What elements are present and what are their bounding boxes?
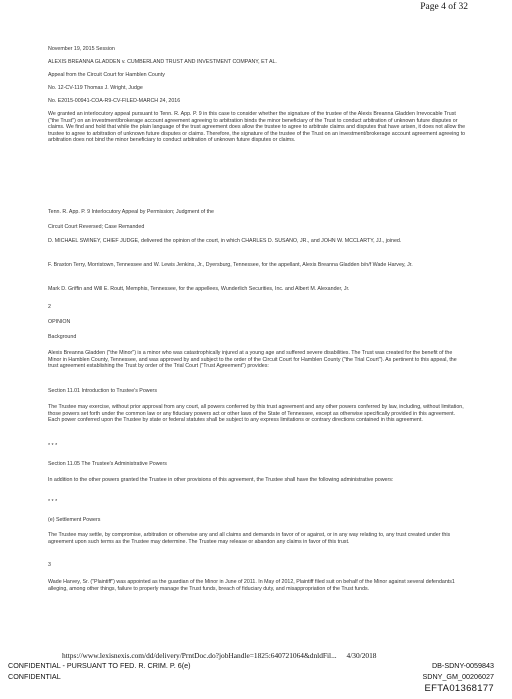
appeal-type: Tenn. R. App. P. 9 Interlocutory Appeal by Permission; Judgment of the [48,209,214,215]
opinion-author: D. MICHAEL SWINEY, CHIEF JUDGE, delivered the opinion of the court, in which CHARLES D. SUSANO, JR., and JOHN W. MCCLARTY, JJ., joined. [48,238,402,244]
appellee-counsel: Mark D. Griffin and Will E. Routt, Memphis, Tennessee, for the appellees, Wunderlich Securities, Inc. and Albert M. Alexander, Jr. [48,286,350,292]
appeal-court: Appeal from the Circuit Court for Hamblen County [48,72,165,78]
bates-number-sdny: SDNY_GM_00206027 [422,672,494,681]
efta-number: EFTA01368177 [424,683,494,694]
settlement-powers-heading: (e) Settlement Powers [48,517,101,523]
bates-number-db: DB-SDNY-0059843 [431,661,494,670]
section-11-05-heading: Section 11.05 The Trustee's Administrative Powers [48,461,167,467]
summary-paragraph: We granted an interlocutory appeal pursuant to Tenn. R. App. P. 9 in this case to consider whether the signature of the trustee of the Alexis Breanna Gladden Irrevocable Trust ("the Trust") on an investment/brokerage account agreement agreeing to arbitration binds the minor beneficiary of the Trust to conduct arbitration of unknown future disputes or claims. We find and hold that while the plain language of the trust agreement does allow the trustee to agree to arbitrate claims and disputes that have arisen, it does not allow the trustee to agree to arbitration of unknown future disputes or claims. Therefore, the signature of the trustee of the Trust on an investment/brokerage account agreement agreeing to arbitration does not bind the minor beneficiary to conduct arbitration of unknown future disputes or claims. [48,111,466,144]
confidential-notice: CONFIDENTIAL - PURSUANT TO FED. R. CRIM. P. 6(e) [8,661,191,670]
settlement-powers-text: The Trustee may settle, by compromise, arbitration or otherwise any and all claims and demands in favor of or against, or in any way relating to, any trust created under this agreement upon such terms as the Trustee may determine. The Trustee may release or abandon any claims in favor of this trust. [48,532,451,545]
page-marker-2: 2 [48,304,51,310]
ellipsis-marker: * * * [48,443,58,449]
confidential-label: CONFIDENTIAL [8,672,61,681]
case-caption: ALEXIS BREANNA GLADDEN v. CUMBERLAND TRUST AND INVESTMENT COMPANY, ET AL. [48,59,277,65]
footer-url [62,651,377,660]
appellant-counsel: F. Braxton Terry, Morristown, Tennessee and W. Lewis Jenkins, Jr., Dyersburg, Tennessee, for the appellant, Alexis Breanna Gladden b/n/f Wade Harvey, Jr. [48,262,413,268]
trial-case-number: No. 12-CV-119 Thomas J. Wright, Judge [48,85,143,91]
appeal-case-number: No. E2015-00941-COA-R9-CV-FILED-MARCH 24, 2016 [48,98,181,104]
opinion-heading: OPINION [48,319,71,325]
background-heading: Background [48,334,77,340]
section-11-01-heading: Section 11.01 Introduction to Trustee's Powers [48,388,157,394]
section-11-01-text: The Trustee may exercise, without prior approval from any court, all powers conferred by this trust agreement and any other powers conferred by law, including, without limitation, those powers set forth under the common law or any fiduciary powers act or other laws of the State of Tennessee, except as otherwise specifically provided in this agreement. Each power conferred upon the Trustee by state or federal statutes shall be subject to any express limitations or contrary directions contained in this agreement. [48,404,464,424]
judgment-line: Circuit Court Reversed; Case Remanded [48,224,145,230]
section-11-05-text: In addition to the other powers granted the Trustee in other provisions of this agreement, the Trustee shall have the following administrative powers: [48,477,394,483]
print-date: 4/30/2018 [346,651,377,660]
source-url: https://www.lexisnexis.com/dd/delivery/PrntDoc.do?jobHandle=1825:640721064&dnldFil... [62,651,337,660]
background-paragraph: Alexis Breanna Gladden ("the Minor") is a minor who was catastrophically injured at a young age and suffered severe disabilities. The Trust was created for the benefit of the Minor in Hamblen County, Tennessee, and was approved by and subject to the order of the Circuit Court for Hamblen County ("the Trial Court"). As pertinent to this appeal, the trust agreement establishing the Trust by order of the Trial Court ("Trust Agreement") provides: [48,350,457,370]
facts-paragraph: Wade Harvey, Sr. ("Plaintiff") was appointed as the guardian of the Minor in June of 2011. In May of 2012, Plaintiff filed suit on behalf of the Minor against several defendants1 alleging, among other things, failure to properly manage the Trust funds, breach of fiduciary duty, and misappropriation of the Trust funds. [48,579,455,592]
ellipsis-marker: * * * [48,499,58,505]
session-date: November 19, 2015 Session [48,46,115,52]
page-number: Page 4 of 32 [420,2,468,12]
page-marker-3: 3 [48,562,51,568]
